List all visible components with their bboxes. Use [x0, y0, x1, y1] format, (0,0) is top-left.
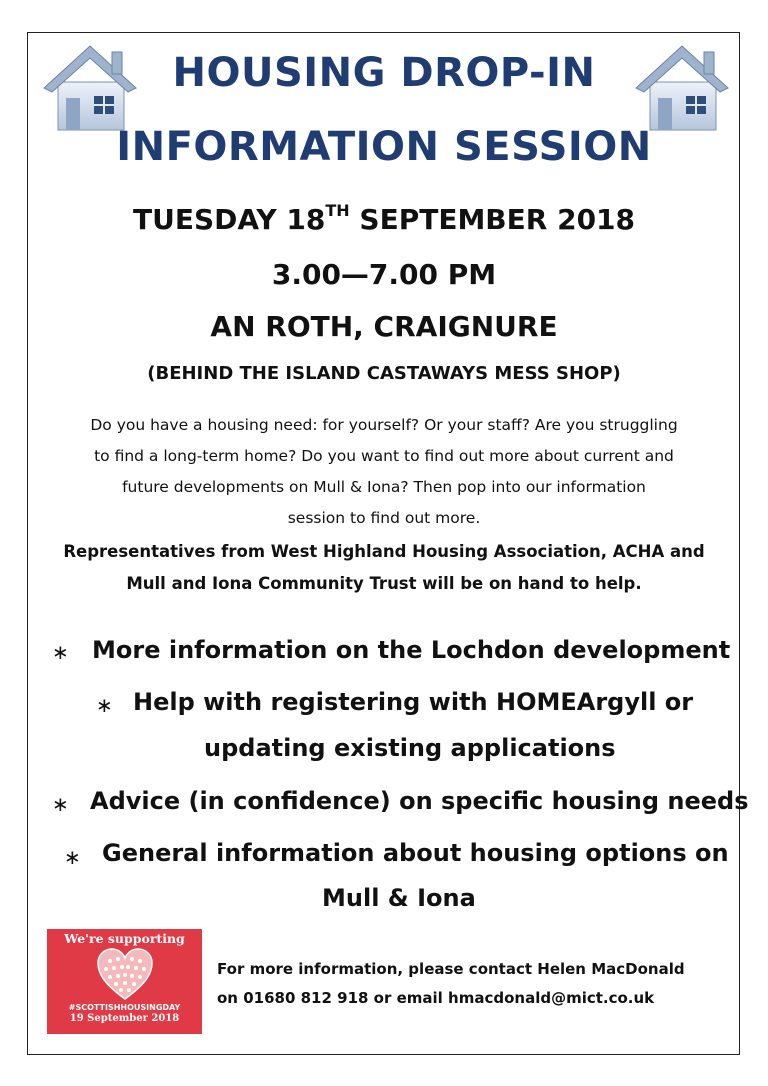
heart-icon [96, 947, 154, 1001]
reps-line: Representatives from West Highland Housing Association, ACHA and [63, 542, 705, 561]
contact-info [217, 955, 685, 1013]
event-date [0, 203, 768, 236]
representatives-paragraph [40, 536, 728, 600]
bullet-star-icon: ∗ [52, 792, 69, 816]
intro-line: to find a long-term home? Do you want to find out more about current and [94, 447, 674, 465]
bullet-item: More information on the Lochdon development [92, 636, 731, 664]
reps-line: Mull and Iona Community Trust will be on hand to help. [126, 574, 642, 593]
logo-hashtag: #SCOTTISHHOUSINGDAY [68, 1003, 181, 1012]
title-line-2: INFORMATION SESSION [116, 124, 652, 170]
bullet-star-icon: ∗ [64, 845, 81, 869]
bullet-star-icon: ∗ [96, 693, 113, 717]
title-line-1: HOUSING DROP-IN [172, 50, 596, 96]
venue-note: (BEHIND THE ISLAND CASTAWAYS MESS SHOP) [147, 363, 621, 384]
intro-line: future developments on Mull & Iona? Then pop into our information [122, 478, 646, 496]
bullet-item: General information about housing options on [102, 839, 729, 867]
intro-line: Do you have a housing need: for yourself? Or your staff? Are you struggling [90, 416, 678, 434]
bullet-star-icon: ∗ [52, 640, 69, 664]
bullet-item-continued: updating existing applications [204, 734, 616, 762]
bullet-item: Advice (in confidence) on specific housing needs [90, 787, 749, 815]
date-suffix-superscript: TH [325, 201, 350, 220]
bullet-item: Help with registering with HOMEArgyll or [133, 688, 694, 716]
event-venue: AN ROTH, CRAIGNURE [210, 310, 558, 343]
logo-date: 19 September 2018 [69, 1013, 180, 1024]
contact-line: on 01680 812 918 or email hmacdonald@mict.co.uk [217, 989, 655, 1007]
contact-line: For more information, please contact Helen MacDonald [217, 960, 685, 978]
event-time: 3.00—7.00 PM [271, 258, 497, 291]
date-prefix: TUESDAY 18 [132, 203, 326, 236]
scottish-housing-day-logo [47, 929, 202, 1034]
date-month-year: SEPTEMBER 2018 [349, 203, 636, 236]
bullet-item-continued: Mull & Iona [322, 884, 476, 912]
intro-line: session to find out more. [287, 509, 481, 527]
intro-paragraph [70, 410, 698, 534]
logo-top-text: We're supporting [64, 931, 185, 946]
